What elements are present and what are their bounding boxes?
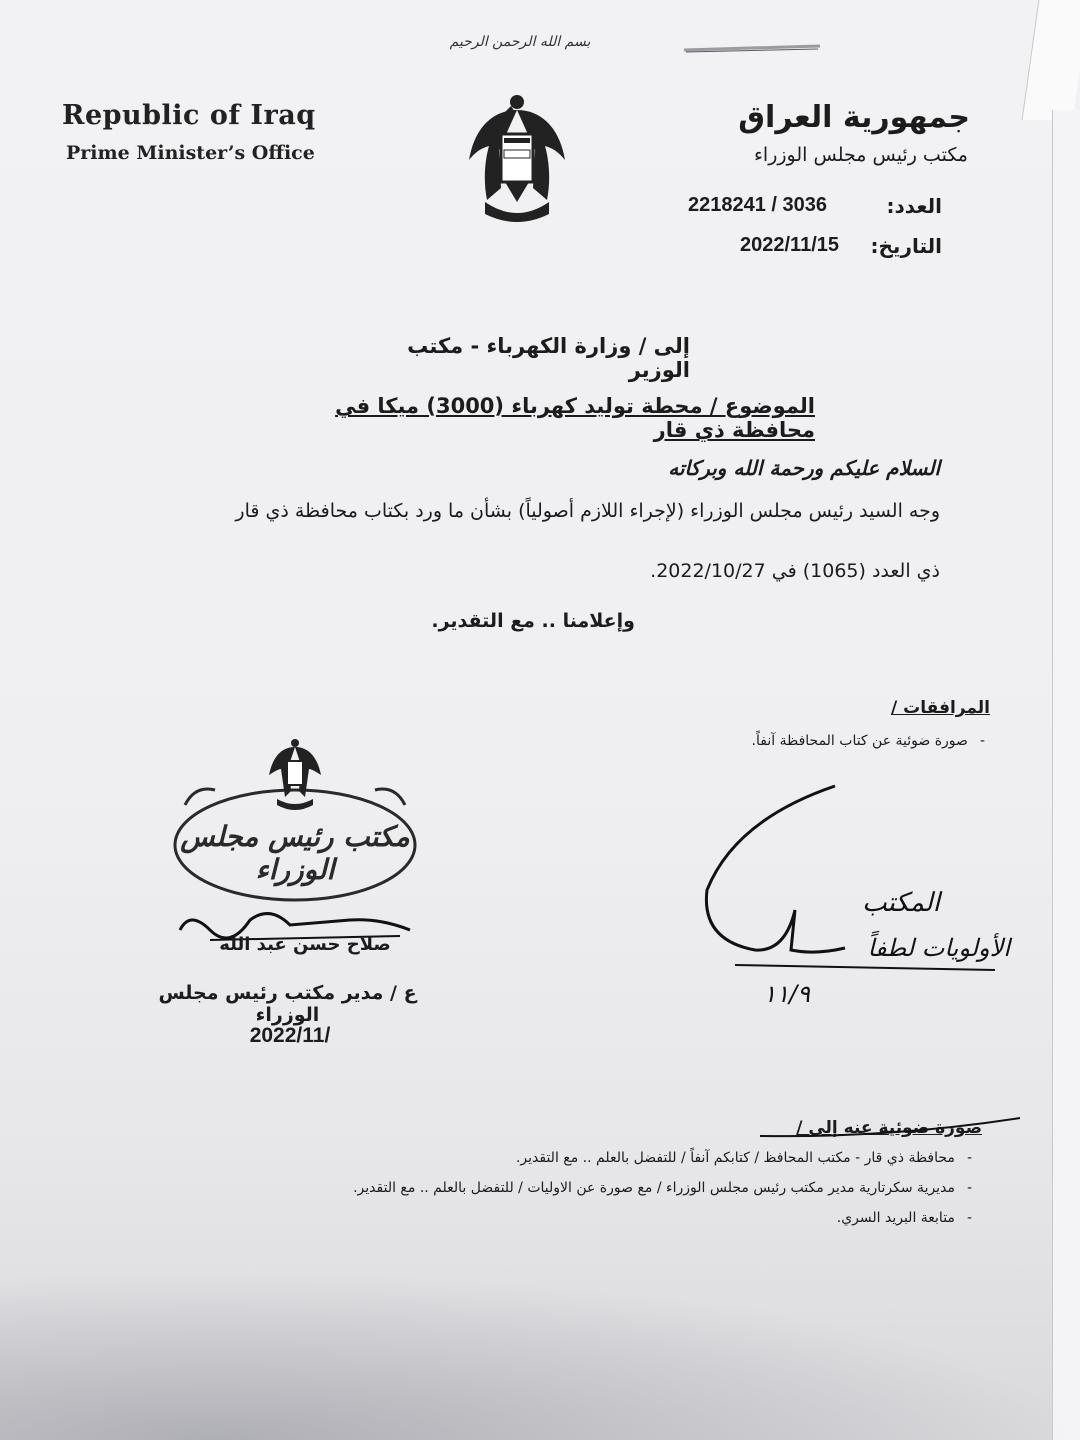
attachments-item [640, 733, 985, 749]
number-value: 2218241 / 3036 [688, 194, 828, 216]
copies-item [390, 1150, 972, 1166]
en-office-title: Prime Minister’s Office [66, 142, 315, 164]
copies-item-text: مديرية سكرتارية مدير مكتب رئيس مجلس الوزراء / مع صورة عن الاوليات / للتفضل بالعلم .. مع التقدير. [353, 1180, 955, 1196]
number-label: العدد: [886, 194, 942, 218]
greeting: السلام عليكم ورحمة الله وبركاته [668, 456, 940, 480]
signatory-name: صلاح حسن عبد الله [219, 934, 391, 955]
closing-line: وإعلامنا .. مع التقدير. [431, 610, 635, 632]
attachment-item-text: صورة ضوئية عن كتاب المحافظة آنفاً. [751, 733, 968, 749]
list-dash: - [966, 1210, 972, 1226]
body-paragraph-line-2: ذي العدد (1065) في 2022/10/27. [650, 560, 940, 582]
list-dash: - [966, 1150, 972, 1166]
body-paragraph-line-1: وجه السيد رئيس مجلس الوزراء (لإجراء اللازم أصولياً) بشأن ما ورد بكتاب محافظة ذي قار [235, 500, 940, 522]
ar-country-title: جمهورية العراق [738, 100, 970, 135]
copies-item [780, 1210, 972, 1226]
staple-icon [680, 36, 830, 66]
handwritten-note-line-2: الأولويات لطفاً [867, 934, 1010, 962]
signatory-title: ع / مدير مكتب رئيس مجلس الوزراء [158, 982, 417, 1026]
handwritten-note-line-1: المكتب [862, 888, 940, 918]
ar-office-title: مكتب رئيس مجلس الوزراء [753, 144, 968, 166]
copies-item [200, 1180, 972, 1196]
photo-shadow [0, 1270, 1080, 1440]
list-dash: - [966, 1180, 972, 1196]
date-value: 2022/11/15 [740, 234, 839, 256]
basmala: بسم الله الرحمن الرحيم [449, 34, 591, 50]
stamp-text: مكتب رئيس مجلس الوزراء [180, 820, 410, 886]
attachments-title: المرافقات / [891, 698, 990, 718]
subject-line: الموضوع / محطة توليد كهرباء (3000) ميكا في محافظة ذي قار [335, 394, 815, 442]
handwritten-note-line-3: ١١/٩ [763, 980, 810, 1008]
copies-item-text: متابعة البريد السري. [836, 1210, 955, 1226]
signature-date: 2022/11/ [249, 1024, 331, 1047]
copies-item-text: محافظة ذي قار - مكتب المحافظ / كتابكم آنفاً / للتفضل بالعلم .. مع التقدير. [515, 1150, 955, 1166]
copies-title: صورة ضوئية عنه إلى / [796, 1118, 982, 1138]
stacked-pages-edge [990, 0, 1080, 1440]
en-country-title: Republic of Iraq [62, 100, 316, 131]
list-dash: - [979, 733, 985, 749]
recipient-line: إلى / وزارة الكهرباء - مكتب الوزير [407, 334, 690, 382]
date-label: التاريخ: [870, 234, 942, 258]
iraq-eagle-emblem-icon [465, 90, 570, 230]
copies-strike-mark [750, 1108, 1030, 1148]
